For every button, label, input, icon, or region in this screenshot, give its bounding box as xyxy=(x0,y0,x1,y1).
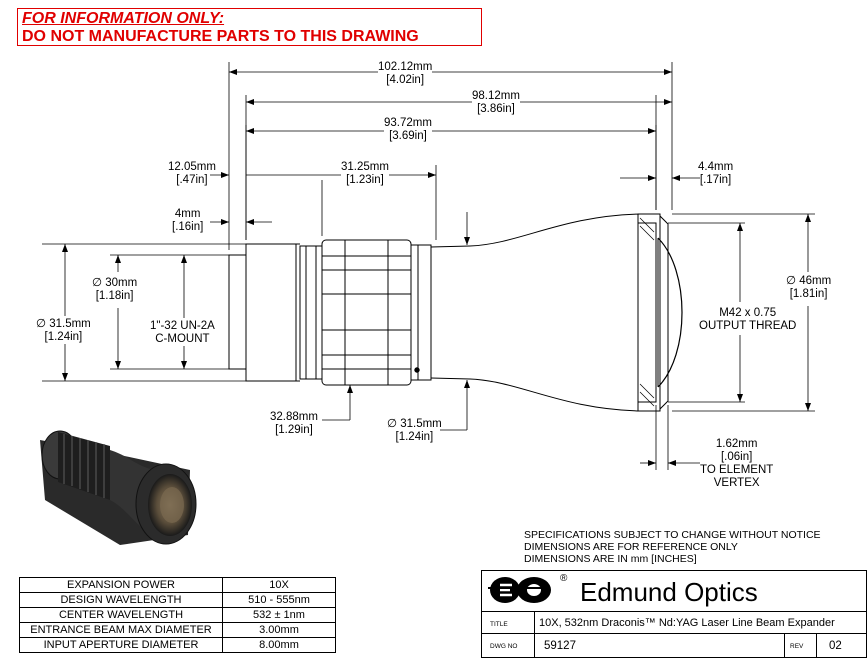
note-line: DIMENSIONS ARE IN mm [INCHES] xyxy=(524,553,697,565)
dim-output-recess: 4.4mm [.17in] xyxy=(698,161,734,186)
cmount-thread-label: 1"-32 UN-2A C-MOUNT xyxy=(150,320,215,345)
drawing-title: 10X, 532nm Draconis™ Nd:YAG Laser Line Beam Expander xyxy=(539,617,835,629)
dim-cmount-length: 12.05mm [.47in] xyxy=(168,161,216,186)
dim-body-length: 93.72mm [3.69in] xyxy=(384,117,432,142)
table-row: DESIGN WAVELENGTH 510 - 555nm xyxy=(20,593,336,608)
dwg-no-label: DWG NO xyxy=(490,643,518,650)
company-name: Edmund Optics xyxy=(580,577,758,607)
dim-knurl-position: 32.88mm [1.29in] xyxy=(270,411,318,436)
output-thread-label: M42 x 0.75 OUTPUT THREAD xyxy=(699,307,797,332)
table-row: ENTRANCE BEAM MAX DIAMETER 3.00mm xyxy=(20,623,336,638)
warning-banner xyxy=(17,8,482,46)
rev-label: REV xyxy=(790,643,804,650)
table-row: INPUT APERTURE DIAMETER 8.00mm xyxy=(20,638,336,653)
drawing-notes xyxy=(524,529,821,565)
table-row: CENTER WAVELENGTH 532 ± 1nm xyxy=(20,608,336,623)
dim-neck-diameter: ∅ 31.5mm [1.24in] xyxy=(387,418,442,443)
dim-knurl-length: 31.25mm [1.23in] xyxy=(341,161,389,186)
dim-element-vertex: 1.62mm [.06in] TO ELEMENT VERTEX xyxy=(700,438,774,489)
rev-number: 02 xyxy=(829,640,842,652)
warning-line-2: DO NOT MANUFACTURE PARTS TO THIS DRAWING xyxy=(22,28,419,45)
note-line: SPECIFICATIONS SUBJECT TO CHANGE WITHOUT NOTICE xyxy=(524,529,821,541)
logo-row xyxy=(482,571,866,612)
title-block xyxy=(481,570,867,658)
title-label: TITLE xyxy=(490,621,508,628)
dim-input-diameter: ∅ 30mm [1.18in] xyxy=(92,277,138,302)
table-row: EXPANSION POWER 10X xyxy=(20,578,336,593)
dim-body-diameter: ∅ 31.5mm [1.24in] xyxy=(36,318,91,343)
dim-overall-length: 102.12mm [4.02in] xyxy=(378,61,433,86)
expander-3d-render xyxy=(40,431,196,545)
expander-side-view xyxy=(229,214,682,411)
dim-length-to-thread: 98.12mm [3.86in] xyxy=(472,90,520,115)
note-line: DIMENSIONS ARE FOR REFERENCE ONLY xyxy=(524,541,738,553)
registered-mark: ® xyxy=(560,573,568,584)
dim-output-diameter: ∅ 46mm [1.81in] xyxy=(786,275,832,300)
dim-flange-thickness: 4mm [.16in] xyxy=(172,208,204,233)
dwg-no: 59127 xyxy=(544,640,576,652)
spec-table xyxy=(19,577,336,653)
warning-line-1: FOR INFORMATION ONLY: xyxy=(22,10,225,27)
